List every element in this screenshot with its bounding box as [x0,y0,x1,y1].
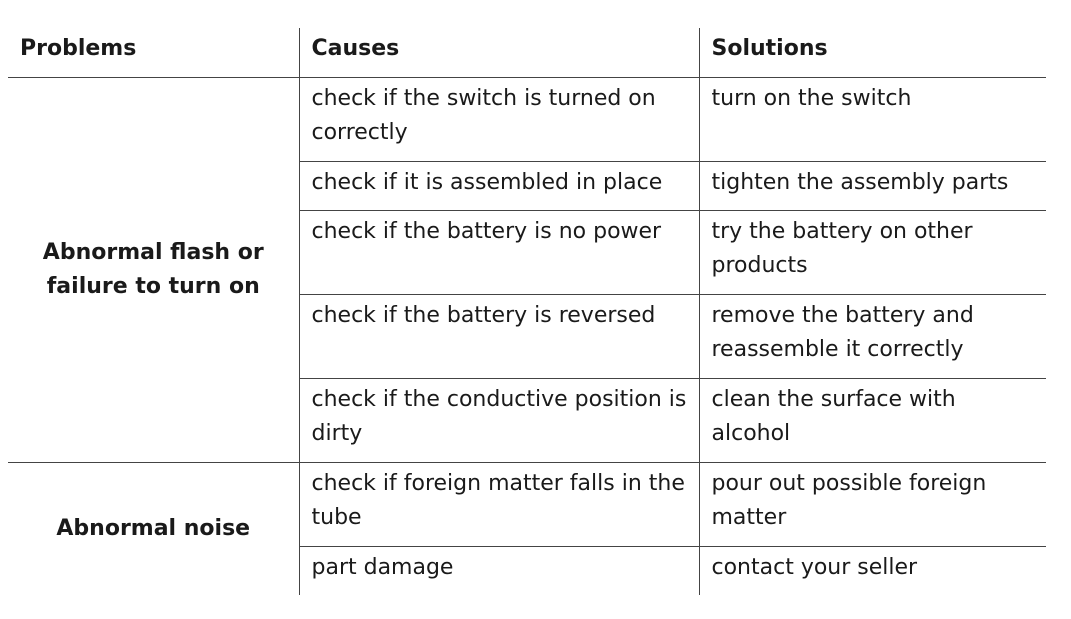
solution-cell: turn on the switch [699,78,1046,162]
cause-cell: check if the battery is reversed [299,295,699,379]
header-problems: Problems [8,28,299,78]
troubleshooting-table [8,28,1046,595]
solution-cell: clean the surface with alcohol [699,379,1046,463]
cause-cell: check if the switch is turned on correctly [299,78,699,162]
table-row [8,463,1046,547]
solution-cell: try the battery on other products [699,211,1046,295]
cause-cell: check if it is assembled in place [299,162,699,211]
cause-cell: check if the conductive position is dirty [299,379,699,463]
cause-cell: check if the battery is no power [299,211,699,295]
header-solutions: Solutions [699,28,1046,78]
solution-cell: remove the battery and reassemble it correctly [699,295,1046,379]
solution-cell: pour out possible foreign matter [699,463,1046,547]
problem-cell: Abnormal flash or failure to turn on [8,78,299,463]
header-row [8,28,1046,78]
solution-cell: contact your seller [699,547,1046,596]
header-causes: Causes [299,28,699,78]
cause-cell: part damage [299,547,699,596]
problem-cell: Abnormal noise [56,516,251,541]
cause-cell: check if foreign matter falls in the tube [299,463,699,547]
table-row [8,78,1046,162]
solution-cell: tighten the assembly parts [699,162,1046,211]
